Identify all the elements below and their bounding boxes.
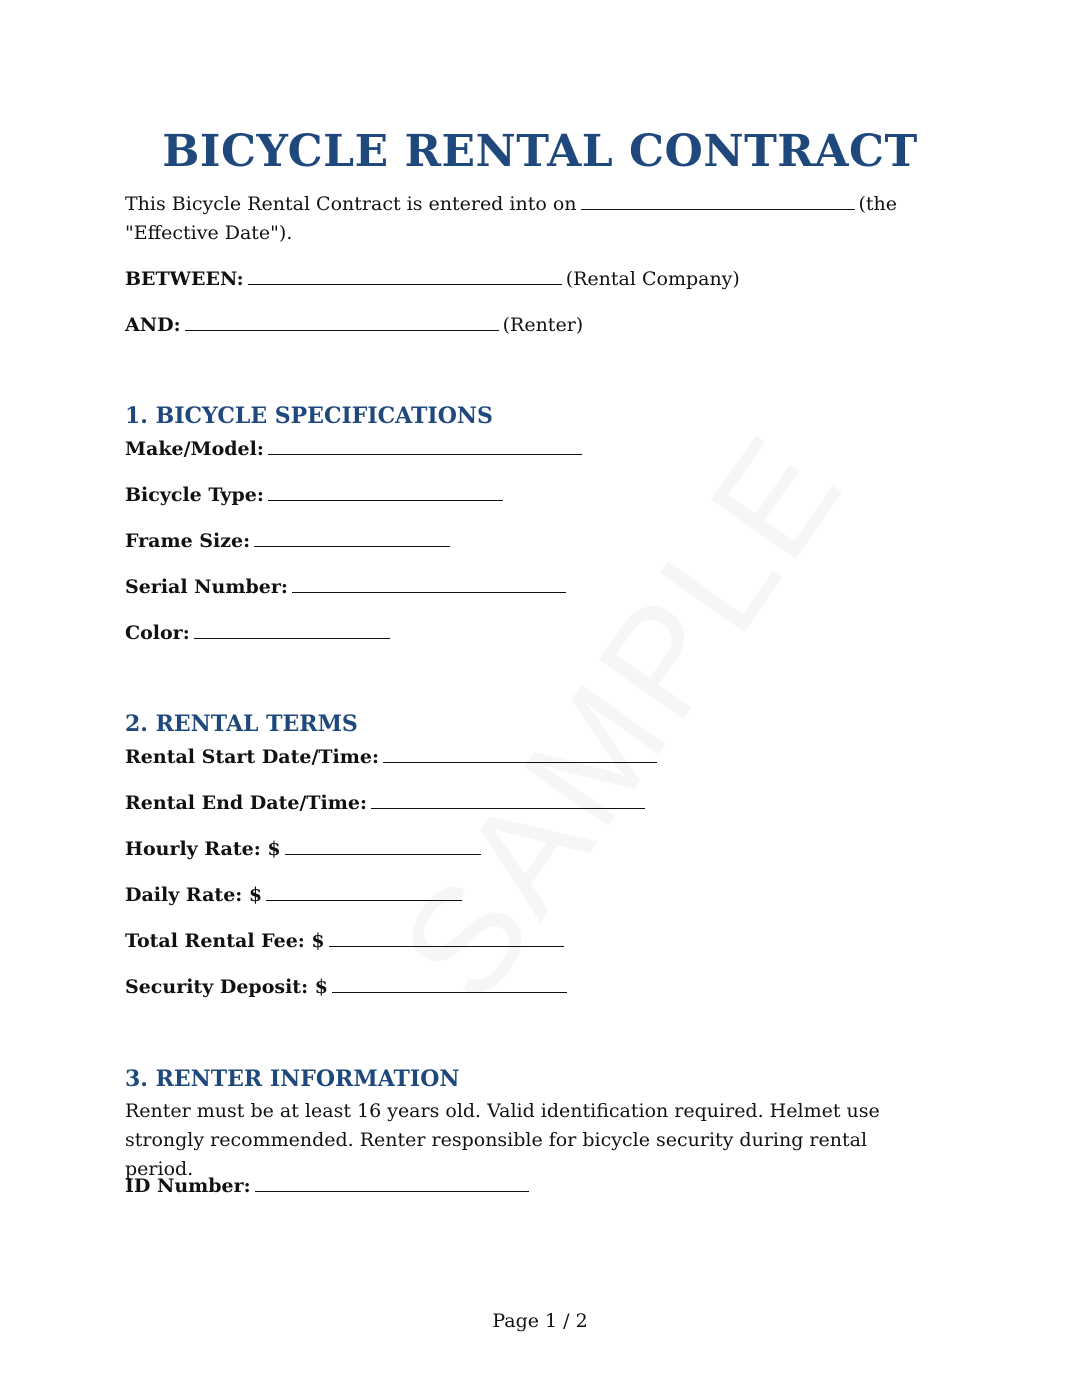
section-3-heading: 3. RENTER INFORMATION: [125, 1066, 460, 1092]
renter-role: (Renter): [502, 314, 584, 336]
bicycle-type-blank[interactable]: [268, 482, 503, 501]
security-deposit-field: [125, 973, 571, 1002]
document-title: BICYCLE RENTAL CONTRACT: [162, 126, 918, 177]
rental-company-role: (Rental Company): [565, 268, 740, 290]
between-label: BETWEEN:: [125, 268, 244, 290]
id-number-blank[interactable]: [255, 1173, 529, 1192]
section-2-heading: 2. RENTAL TERMS: [125, 711, 358, 737]
make-model-field: [125, 435, 586, 464]
id-number-field: [125, 1172, 533, 1201]
bicycle-type-label: Bicycle Type:: [125, 484, 264, 506]
rental-start-field: [125, 743, 661, 772]
section-1-heading: 1. BICYCLE SPECIFICATIONS: [125, 403, 493, 429]
bicycle-type-field: [125, 481, 507, 510]
frame-size-label: Frame Size:: [125, 530, 251, 552]
and-label: AND:: [125, 314, 181, 336]
color-blank[interactable]: [194, 620, 390, 639]
make-model-blank[interactable]: [268, 436, 582, 455]
daily-rate-blank[interactable]: [266, 882, 462, 901]
intro-line-2: "Effective Date").: [125, 222, 293, 244]
rental-start-blank[interactable]: [383, 744, 657, 763]
page-number: Page 1 / 2: [492, 1310, 588, 1332]
serial-number-label: Serial Number:: [125, 576, 288, 598]
daily-rate-label: Daily Rate: $: [125, 884, 263, 906]
color-field: [125, 619, 394, 648]
intro-text: This Bicycle Rental Contract is entered into on: [125, 193, 577, 215]
renter-requirements-paragraph: Renter must be at least 16 years old. Valid identification required. Helmet use strongly recommended. Renter responsible for bicycle security during rental period.: [125, 1100, 880, 1180]
rental-end-blank[interactable]: [371, 790, 645, 809]
security-deposit-label: Security Deposit: $: [125, 976, 328, 998]
security-deposit-blank[interactable]: [332, 974, 567, 993]
intro-line: [125, 190, 897, 219]
frame-size-field: [125, 527, 454, 556]
frame-size-blank[interactable]: [254, 528, 450, 547]
renter-blank[interactable]: [185, 312, 499, 331]
hourly-rate-field: [125, 835, 485, 864]
total-rental-fee-blank[interactable]: [329, 928, 564, 947]
daily-rate-field: [125, 881, 466, 910]
effective-date-blank[interactable]: [581, 191, 855, 210]
id-number-label: ID Number:: [125, 1175, 251, 1197]
rental-end-label: Rental End Date/Time:: [125, 792, 367, 814]
and-line: [125, 311, 583, 340]
serial-number-blank[interactable]: [292, 574, 566, 593]
hourly-rate-label: Hourly Rate: $: [125, 838, 281, 860]
serial-number-field: [125, 573, 570, 602]
intro-text-after: (the: [858, 193, 898, 215]
between-line: [125, 265, 740, 294]
total-rental-fee-label: Total Rental Fee: $: [125, 930, 325, 952]
make-model-label: Make/Model:: [125, 438, 264, 460]
color-label: Color:: [125, 622, 190, 644]
rental-start-label: Rental Start Date/Time:: [125, 746, 379, 768]
total-rental-fee-field: [125, 927, 568, 956]
rental-company-blank[interactable]: [248, 266, 562, 285]
rental-end-field: [125, 789, 649, 818]
hourly-rate-blank[interactable]: [285, 836, 481, 855]
